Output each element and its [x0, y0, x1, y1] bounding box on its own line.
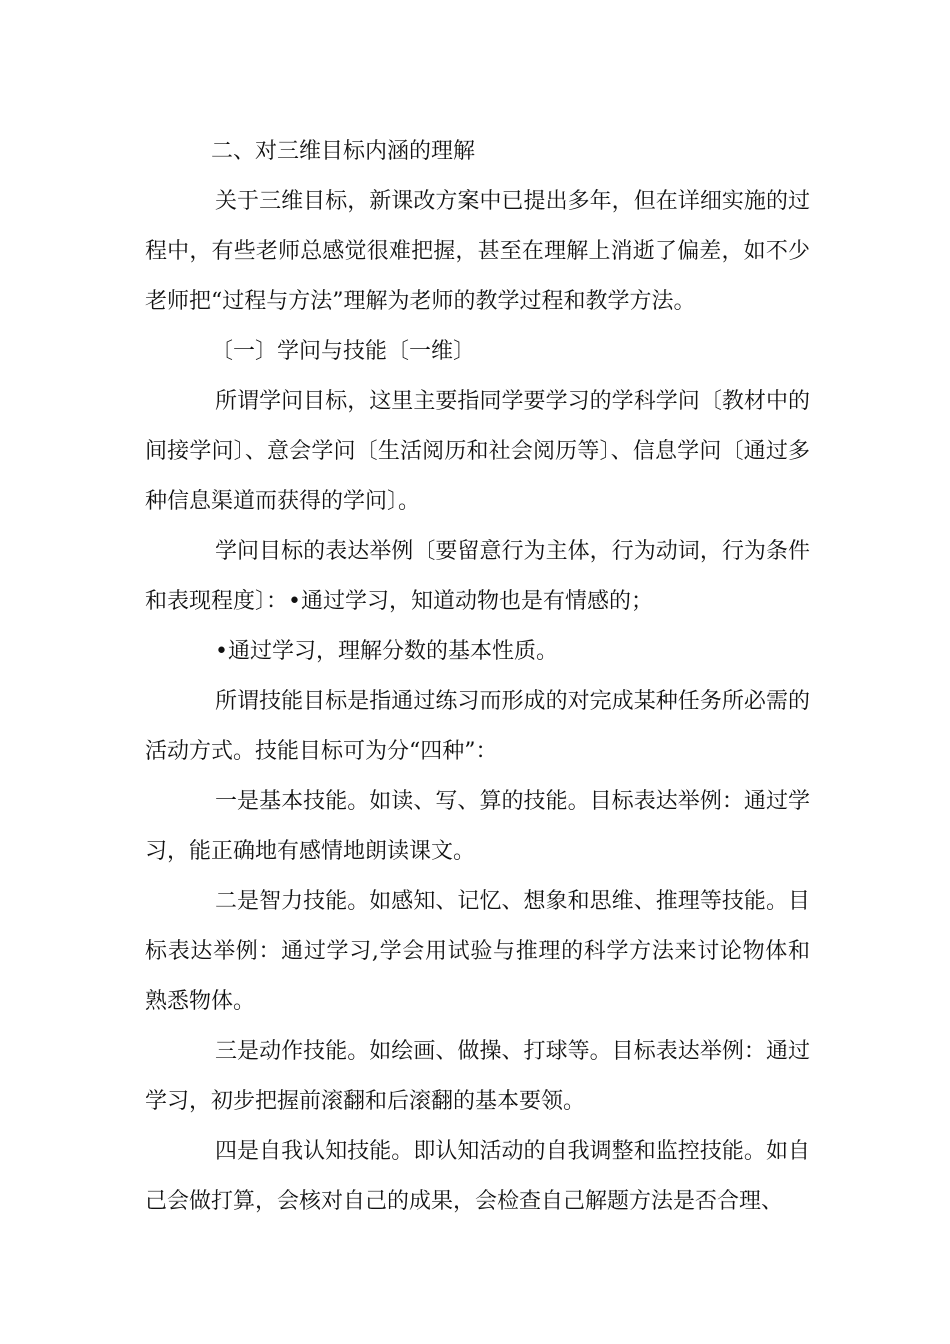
- paragraph-motor-skill: 三是动作技能。如绘画、做操、打球等。目标表达举例：通过学习，初步把握前滚翻和后滚翻的基本要领。: [145, 1039, 810, 1114]
- bullet-example: •通过学习，理解分数的基本性质。: [215, 639, 558, 664]
- section-heading: 二、对三维目标内涵的理解: [211, 139, 476, 164]
- subsection-heading: 〔一〕学问与技能〔一维〕: [211, 339, 476, 364]
- paragraph-intro: 关于三维目标，新课改方案中已提出多年，但在详细实施的过程中，有些老师总感觉很难把握，甚至在理解上消逝了偏差，如不少老师把“过程与方法”理解为老师的教学过程和教学方法。: [145, 189, 810, 314]
- document-body: [145, 127, 810, 1227]
- paragraph-knowledge-example: 学问目标的表达举例〔要留意行为主体，行为动词，行为条件和表现程度〕：•通过学习，知道动物也是有情感的；: [145, 539, 810, 614]
- paragraph-skill-goal: 所谓技能目标是指通过练习而形成的对完成某种任务所必需的活动方式。技能目标可为分“四种”：: [145, 689, 810, 764]
- paragraph-basic-skill: 一是基本技能。如读、写、算的技能。目标表达举例：通过学习，能正确地有感情地朗读课文。: [145, 789, 810, 864]
- paragraph-self-cognition-skill: 四是自我认知技能。即认知活动的自我调整和监控技能。如自己会做打算，会核对自己的成果，会检查自己解题方法是否合理、: [145, 1139, 810, 1214]
- paragraph-intellectual-skill: 二是智力技能。如感知、记忆、想象和思维、推理等技能。目标表达举例：通过学习,学会用试验与推理的科学方法来讨论物体和熟悉物体。: [145, 889, 810, 1014]
- paragraph-knowledge-goal: 所谓学问目标，这里主要指同学要学习的学科学问〔教材中的间接学问〕、意会学问〔生活阅历和社会阅历等〕、信息学问〔通过多种信息渠道而获得的学问〕。: [145, 389, 810, 514]
